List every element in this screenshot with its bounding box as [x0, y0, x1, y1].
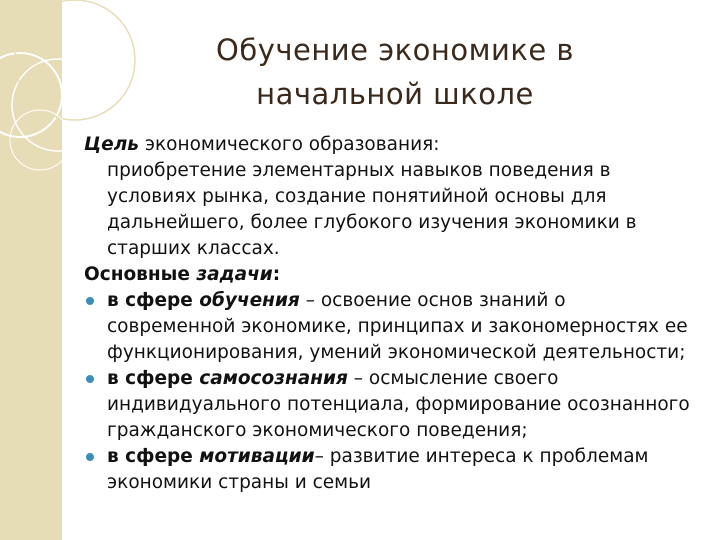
- decorative-circle-1: [0, 53, 62, 137]
- task-item-text: – осмысление своего индивидуального потенциала, формирование осознанного гражданского экономического поведения;: [107, 368, 690, 441]
- task-item-prefix: в сфере: [107, 368, 200, 389]
- task-item-learning: [84, 288, 694, 366]
- tasks-heading: [84, 262, 694, 288]
- task-item-text: – освоение основ знаний о современной экономике, принципах и закономерностях ее функционирования, умений экономической деятельности;: [107, 290, 688, 363]
- task-item-term: обучения: [199, 290, 300, 311]
- task-item-self-awareness: [84, 366, 694, 444]
- slide-title-line-1: Обучение экономике в: [216, 33, 574, 67]
- slide-title-line-2: начальной школе: [256, 77, 534, 111]
- goal-lead: экономического образования:: [138, 134, 440, 155]
- tasks-title-suffix: :: [272, 264, 281, 285]
- task-item-motivation: [84, 444, 694, 496]
- tasks-title-italic: задачи: [196, 264, 273, 285]
- bullet-icon: [86, 453, 94, 461]
- slide-title: [110, 28, 680, 116]
- task-item-text: – развитие интереса к проблемам экономики страны и семьи: [107, 446, 649, 493]
- tasks-title-prefix: Основные: [84, 264, 197, 285]
- task-item-term: самосознания: [199, 368, 348, 389]
- decorative-circle-4: [10, 110, 70, 170]
- task-item-prefix: в сфере: [107, 290, 200, 311]
- slide-body: [84, 132, 694, 496]
- goal-description: приобретение элементарных навыков поведения в условиях рынка, создание понятийной основы для дальнейшего, более глубокого изучения экономики в старших классах.: [107, 160, 637, 259]
- task-item-term: мотивации: [199, 446, 315, 467]
- goal-label: Цель: [84, 134, 139, 155]
- task-item-prefix: в сфере: [107, 446, 200, 467]
- bullet-icon: [86, 375, 94, 383]
- goal-heading: [84, 132, 694, 158]
- bullet-icon: [86, 297, 94, 305]
